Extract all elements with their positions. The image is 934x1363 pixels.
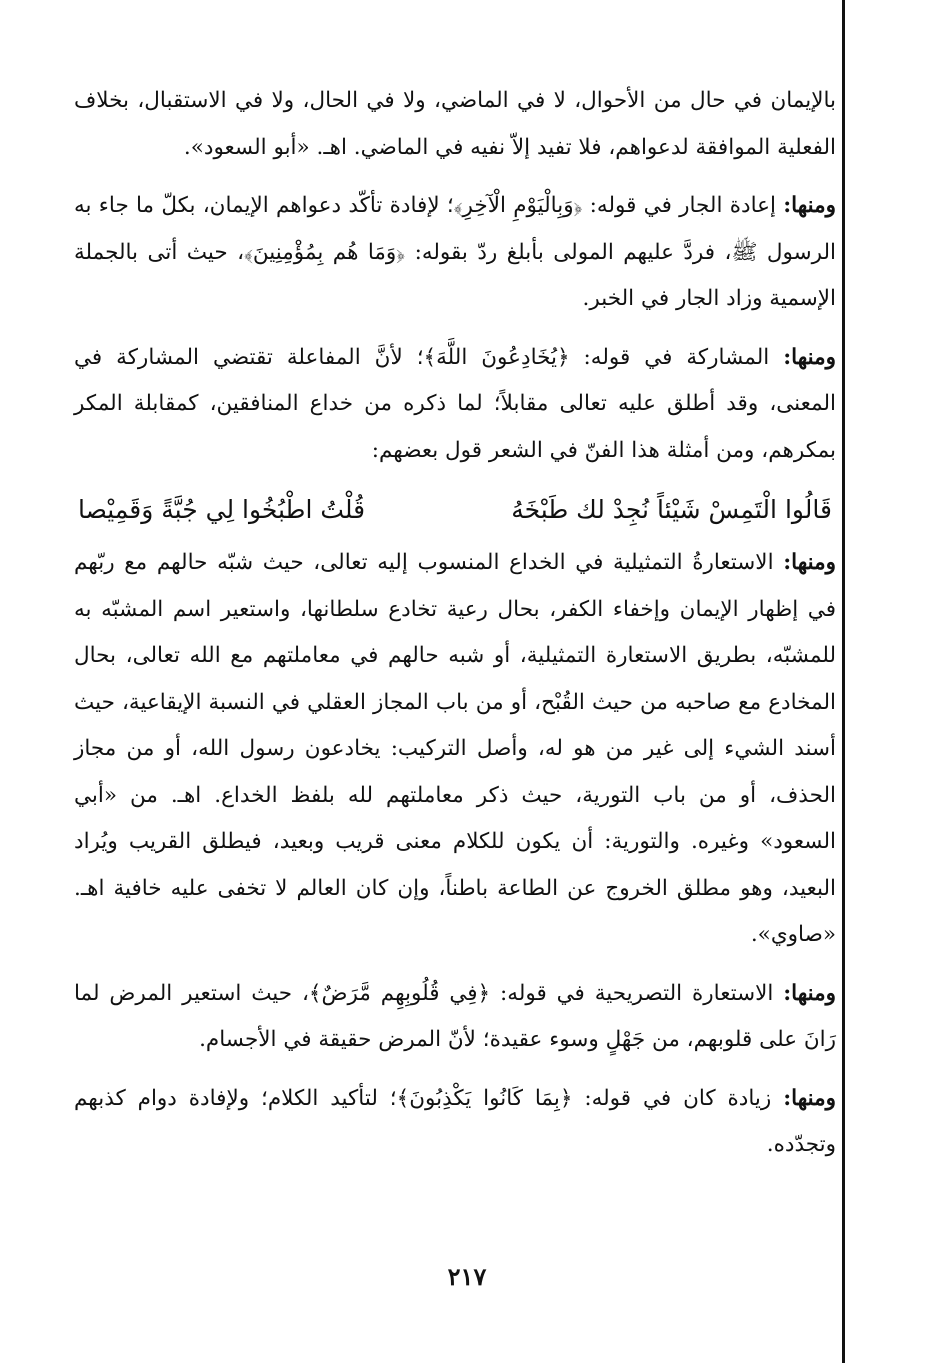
paragraph-text: زيادة كان في قوله: ﴿بِمَا كَانُوا يَكْذِبُونَ﴾؛ لتأكيد الكلام؛ ولإفادة دوام كذبهم وتجدّده.	[74, 1085, 836, 1157]
paragraph-lead: ومنها:	[783, 193, 836, 218]
page-number: ٢١٧	[447, 1262, 487, 1291]
paragraph-text: إعادة الجار في قوله: ﴿وَبِالْيَوْمِ الْآخِرِ﴾؛ لإفادة تأكّد دعواهم الإيمان، بكلّ ما جاء به الرسول ﷺ، فردَّ عليهم المولى بأبلغ ردّ بقوله: ﴿وَمَا هُم بِمُؤْمِنِينَ﴾، حيث أتى بالجملة الإسمية وزاد الجار في الخبر.	[74, 193, 836, 311]
paragraph	[74, 540, 836, 959]
paragraph-text: الاستعارةُ التمثيلية في الخداع المنسوب إليه تعالى، حيث شبّه حالهم مع ربّهم في إظهار الإيمان وإخفاء الكفر، بحال رعية تخادع سلطانها، واستعير اسم المشبّه به للمشبّه، بطريق الاستعارة التمثيلية، أو شبه حالهم في معاملتهم مع الله تعالى، بحال المخادع مع صاحبه من حيث القُبْح، أو من باب المجاز العقلي في النسبة الإيقاعية، حيث أسند الشيء إلى غير من هو له، وأصل التركيب: يخادعون رسول الله، أو من مجاز الحذف، أو من باب التورية، حيث ذكر معاملتهم لله بلفظ الخداع. اهـ. من «أبي السعود» وغيره. والتورية: أن يكون للكلام معنى قريب وبعيد، فيطلق القريب ويُراد البعيد، وهو مطلق الخروج عن الطاعة باطناً، وإن كان العالم لا تخفى عليه خافية اهـ. «صاوي».	[74, 550, 836, 947]
verse-hemistich-right: قَالُوا الْتَمِسْ شَيْئاً نُجِدْ لك طَبْخَهُ	[511, 495, 832, 524]
paragraph-text: المشاركة في قوله: ﴿يُخَادِعُونَ اللَّهَ﴾؛ لأنَّ المفاعلة تقتضي المشاركة في المعنى، وقد أطلق عليه تعالى مقابلاً؛ لما ذكره من خداع المنافقين، كمقابلة المكر بمكرهم، ومن أمثلة هذا الفنّ في الشعر قول بعضهم:	[74, 344, 836, 463]
paragraph-lead: ومنها:	[783, 980, 836, 1006]
poetry-verse	[74, 486, 836, 534]
paragraph	[74, 1076, 836, 1169]
paragraph-lead: ومنها:	[783, 1085, 836, 1111]
paragraph-text: الاستعارة التصريحية في قوله: ﴿فِي قُلُوبِهِم مَّرَضٌ﴾، حيث استعير المرض لما رَانَ على قلوبهم، من جَهْلٍ وسوء عقيدة؛ لأنّ المرض حقيقة في الأجسام.	[74, 980, 836, 1052]
paragraph-lead: ومنها:	[783, 550, 836, 575]
paragraph	[74, 78, 836, 171]
page-margin-rule	[842, 0, 845, 1363]
verse-hemistich-left: قُلْتُ اطْبُخُوا لِي جُبَّةً وَقَمِيْصا	[78, 495, 366, 524]
paragraph-lead: ومنها:	[783, 344, 836, 370]
paragraph	[74, 971, 836, 1064]
paragraph	[74, 183, 836, 323]
paragraph	[74, 335, 836, 475]
paragraph-text: بالإيمان في حال من الأحوال، لا في الماضي، ولا في الحال، ولا في الاستقبال، بخلاف الفعلية الموافقة لدعواهم، فلا تفيد إلاّ نفيه في الماضي. اهـ. «أبو السعود».	[74, 88, 837, 160]
page-body	[74, 78, 836, 1181]
